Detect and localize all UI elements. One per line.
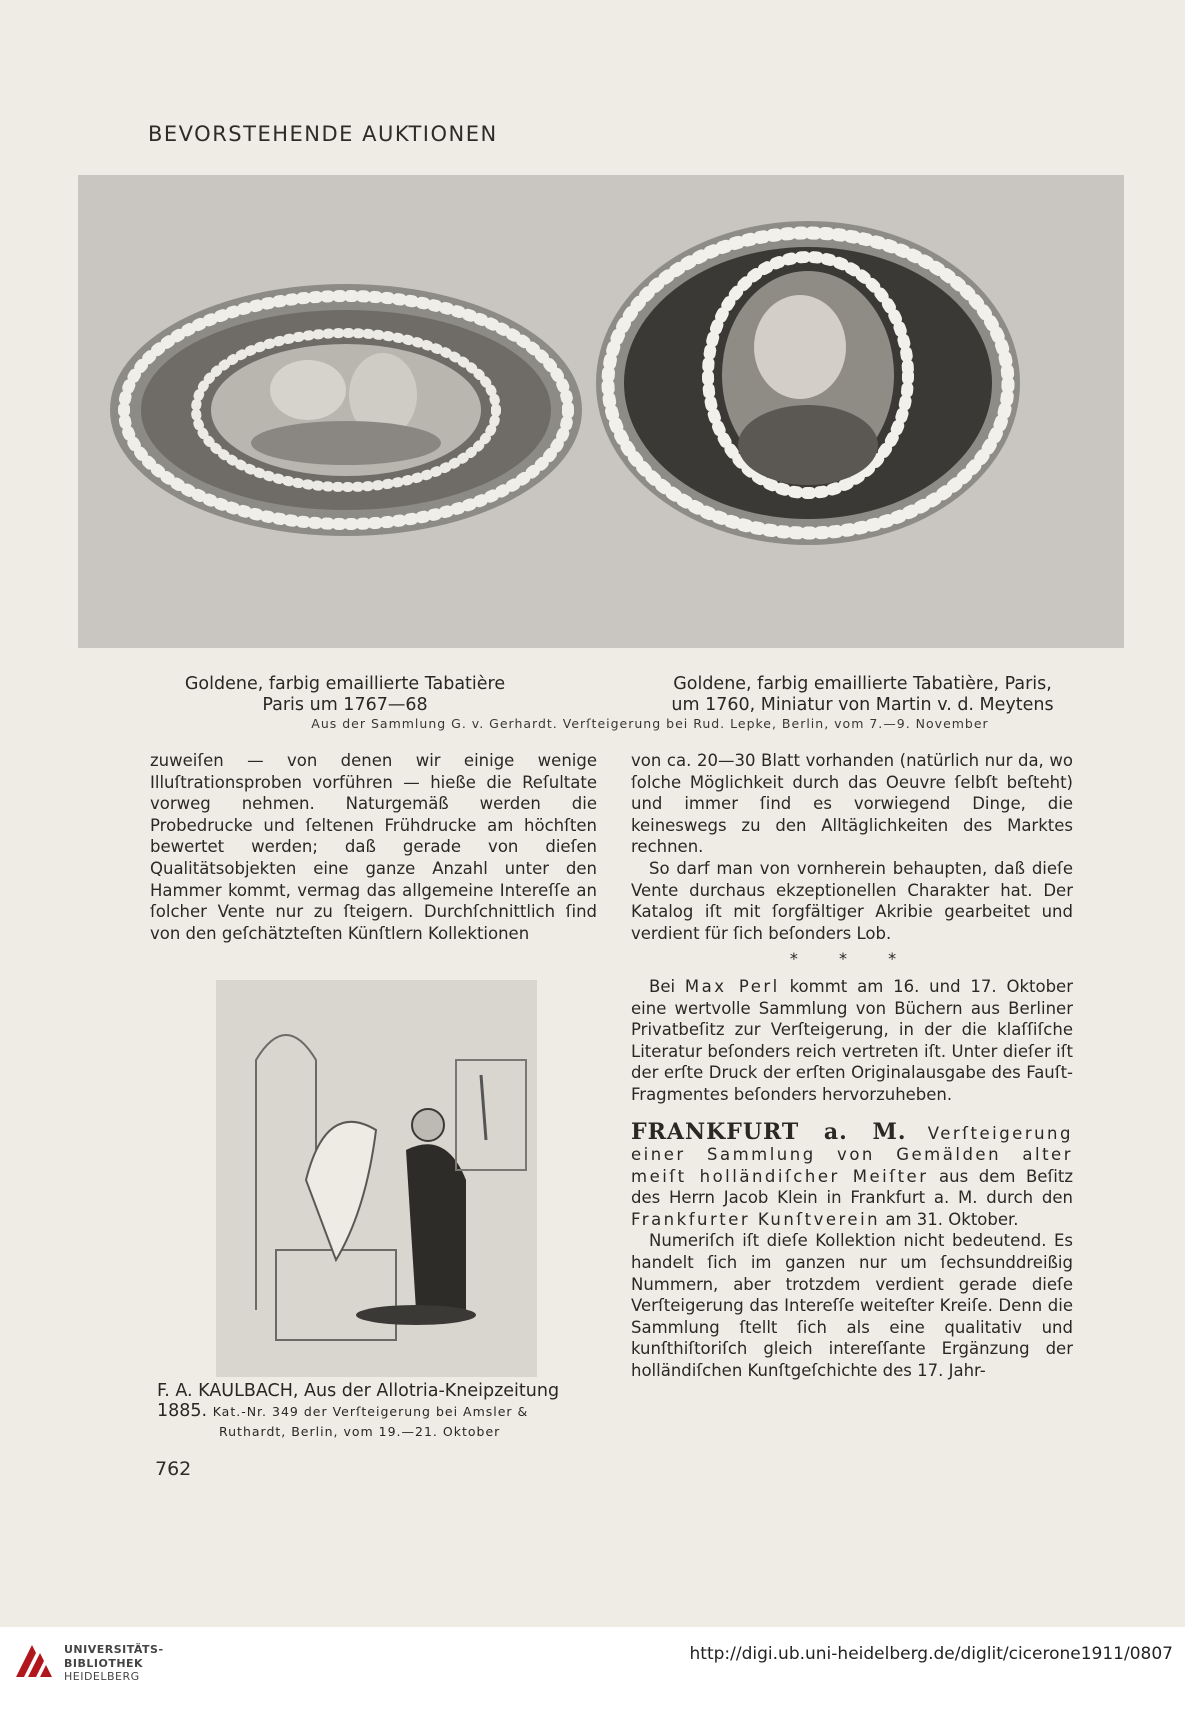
library-name	[64, 1643, 164, 1684]
caption-right-line1: Goldene, farbig emaillierte Tabatière, Paris,	[673, 674, 1052, 694]
para4-mid: aus dem Beſitz des Herrn Jacob Klein in Frankfurt a. M. durch den	[631, 1166, 1073, 1208]
caption-right	[625, 674, 1100, 716]
snuffbox-photo	[78, 175, 1124, 648]
kaulbach-illustration	[216, 980, 537, 1377]
figure-caption-year: 1885.	[157, 1401, 208, 1421]
page-number: 762	[155, 1458, 192, 1480]
caption-left-line1: Goldene, farbig emaillierte Tabatière	[184, 674, 506, 694]
source-url-link[interactable]: http://digi.ub.uni-heidelberg.de/diglit/cicerone1911/0807	[689, 1644, 1173, 1664]
left-paragraph: zuweiſen — von denen wir einige wenige Illuſtrationsproben vorführen — hieße die Reſultate vorweg nehmen. Naturgemäß werden die Probedrucke und ſeltenen Frühdrucke am höchſten bewertet werden; daß gerade von dieſen Qualitätsobjekten eine ganze Anzahl unter den Hammer kommt, vermag das allgemeine Intereſſe an ſolcher Vente nur zu ſteigern. Durchſchnittlich ſind von den geſchätzteſten Künſtlern Kollektionen	[150, 751, 597, 943]
library-line-2: BIBLIOTHEK	[64, 1656, 144, 1670]
footer-bar	[0, 1627, 1185, 1711]
figure-caption	[157, 1381, 607, 1442]
right-paragraph-1: von ca. 20—30 Blatt vorhanden (natürlich nur da, wo ſolche Möglichkeit durch das Oeuvre ſelbſt beſteht) und immer ſind es vorwiegend Dinge, die keineswegs zu den Alltäglichkeiten des Marktes rechnen.	[631, 751, 1073, 857]
left-tabatiere	[110, 284, 582, 536]
right-column-text	[631, 750, 1073, 1382]
section-divider-stars: * * *	[789, 949, 915, 969]
max-perl-name: Max Perl	[684, 976, 780, 996]
para3-pre: Bei	[649, 976, 676, 996]
right-paragraph-3	[631, 976, 1073, 1106]
university-logo-icon	[12, 1641, 56, 1685]
caption-source: Aus der Sammlung G. v. Gerhardt. Verſteigerung bei Rud. Lepke, Berlin, vom 7.—9. November	[311, 716, 989, 731]
frankfurt-heading: FRANKFURT a. M.	[631, 1118, 907, 1145]
figure-caption-line1: F. A. KAULBACH, Aus der Allotria-Kneipzeitung	[157, 1381, 560, 1401]
caption-right-line2: um 1760, Miniatur von Martin v. d. Meytens	[671, 695, 1054, 715]
right-paragraph-2: So darf man von vornherein behaupten, daß dieſe Vente durchaus ekzeptionellen Charakter hat. Der Katalog iſt mit ſorgfältiger Akribie gearbeitet und verdient für ſich beſonders Lob.	[631, 858, 1073, 943]
snuffbox-plate	[78, 175, 1124, 648]
right-tabatiere	[596, 221, 1020, 545]
left-column-text	[150, 750, 597, 944]
para4-spaced: Verſteigerung einer Sammlung von Gemälden alter meiſt holländiſcher Meiſter	[631, 1123, 1073, 1186]
figure-caption-line2	[157, 1401, 607, 1422]
caption-left-line2: Paris um 1767—68	[262, 695, 428, 715]
running-header: BEVORSTEHENDE AUKTIONEN	[148, 122, 498, 146]
library-line-1: UNIVERSITÄTS-	[64, 1643, 164, 1656]
caricature-drawing	[216, 980, 537, 1377]
caption-left	[140, 674, 550, 716]
figure-caption-small2: Ruthardt, Berlin, vom 19.—21. Oktober	[219, 1424, 501, 1439]
right-paragraph-4	[631, 1118, 1073, 1231]
figure-caption-small1: Kat.-Nr. 349 der Verſteigerung bei Amsler &	[212, 1404, 529, 1419]
frankfurter-kunstverein: Frankfurter Kunſtverein	[631, 1209, 881, 1229]
para4-end: am 31. Oktober.	[885, 1209, 1019, 1229]
right-paragraph-5: Numeriſch iſt dieſe Kollektion nicht bedeutend. Es handelt ſich im ganzen nur um ſechsunddreißig Nummern, aber trotzdem verdient gerade dieſe Verſteigerung das Intereſſe weiteſter Kreiſe. Denn die Sammlung ſtellt ſich als eine qualitativ und kunſthiſtoriſch gleich intereſſante Ergänzung der holländiſchen Kunſtgeſchichte des 17. Jahr-	[631, 1231, 1073, 1381]
para3-post: kommt am 16. und 17. Oktober eine wertvolle Sammlung von Büchern aus Berliner Privatbeſitz zur Verſteigerung, in der die klaſſiſche Literatur beſonders reich vertreten iſt. Unter dieſer iſt der erſte Druck der erſten Originalausgabe des Fauſt-Fragmentes beſonders hervorzuheben.	[631, 976, 1073, 1104]
library-line-3: HEIDELBERG	[64, 1670, 140, 1683]
